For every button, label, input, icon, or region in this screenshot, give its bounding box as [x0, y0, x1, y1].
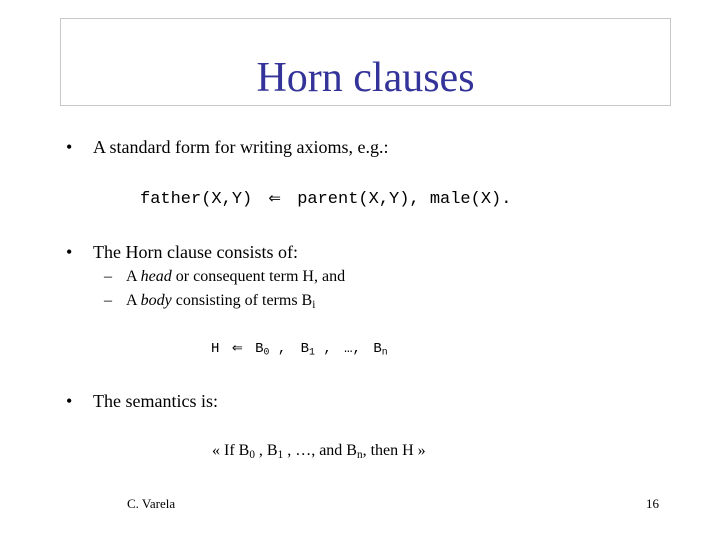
bullet-icon: •: [66, 137, 73, 157]
formula-head: H: [211, 341, 220, 357]
dash-icon: –: [104, 292, 112, 309]
footer-author: C. Varela: [127, 496, 176, 511]
example-clause: [140, 189, 511, 209]
bullet-icon: •: [66, 242, 73, 262]
example-head: father(X,Y): [140, 190, 253, 209]
bullet-icon: •: [66, 391, 73, 411]
page-number: 16: [646, 496, 659, 511]
bullet-2-text: The Horn clause consists of:: [93, 242, 298, 262]
semantics-statement: [212, 443, 426, 459]
bullet-1: [66, 138, 388, 156]
sub-bullet-2: [104, 293, 315, 309]
semantics-open: « If B: [212, 442, 250, 459]
formula-b0-sub: 0: [263, 346, 270, 358]
sub-bullet-1: [104, 269, 345, 285]
semantics-close: , then H »: [362, 442, 426, 459]
slide-title: Horn clauses: [256, 55, 475, 101]
bullet-2: [66, 243, 298, 261]
sub-bullet-1-pre: A: [126, 268, 141, 285]
formula-ellipsis: …,: [344, 341, 361, 357]
semantics-sub-0: 0: [249, 448, 255, 461]
formula-b0: B: [255, 341, 264, 357]
formula-bn: B: [373, 341, 382, 357]
dash-icon: –: [104, 268, 112, 285]
semantics-sub-1: 1: [277, 448, 284, 461]
formula-sep-1: ,: [269, 341, 287, 357]
bullet-3-text: The semantics is:: [93, 391, 218, 411]
semantics-mid-2: , …, and B: [283, 442, 357, 459]
sub-bullet-2-em: body: [140, 292, 172, 309]
sub-bullet-1-post: or consequent term H, and: [171, 268, 346, 285]
sub-bullet-2-subscript: i: [312, 298, 316, 311]
example-body: parent(X,Y), male(X).: [297, 190, 512, 209]
semantics-mid-1: , B: [254, 442, 278, 459]
sub-bullet-2-pre: A: [126, 292, 141, 309]
title-box: [60, 18, 671, 106]
bullet-3: [66, 392, 218, 410]
implies-arrow-icon: ⇐: [231, 341, 243, 356]
bullet-1-text: A standard form for writing axioms, e.g.:: [93, 137, 389, 157]
formula-sep-2: ,: [314, 341, 332, 357]
implies-arrow-icon: ⇐: [268, 189, 281, 207]
sub-bullet-1-em: head: [140, 268, 172, 285]
formula-b1-sub: 1: [309, 346, 315, 358]
horn-formula: [211, 341, 388, 357]
formula-bn-sub: n: [381, 346, 388, 358]
sub-bullet-2-post: consisting of terms B: [171, 292, 313, 309]
formula-b1: B: [300, 341, 310, 357]
semantics-sub-n: n: [356, 448, 363, 461]
